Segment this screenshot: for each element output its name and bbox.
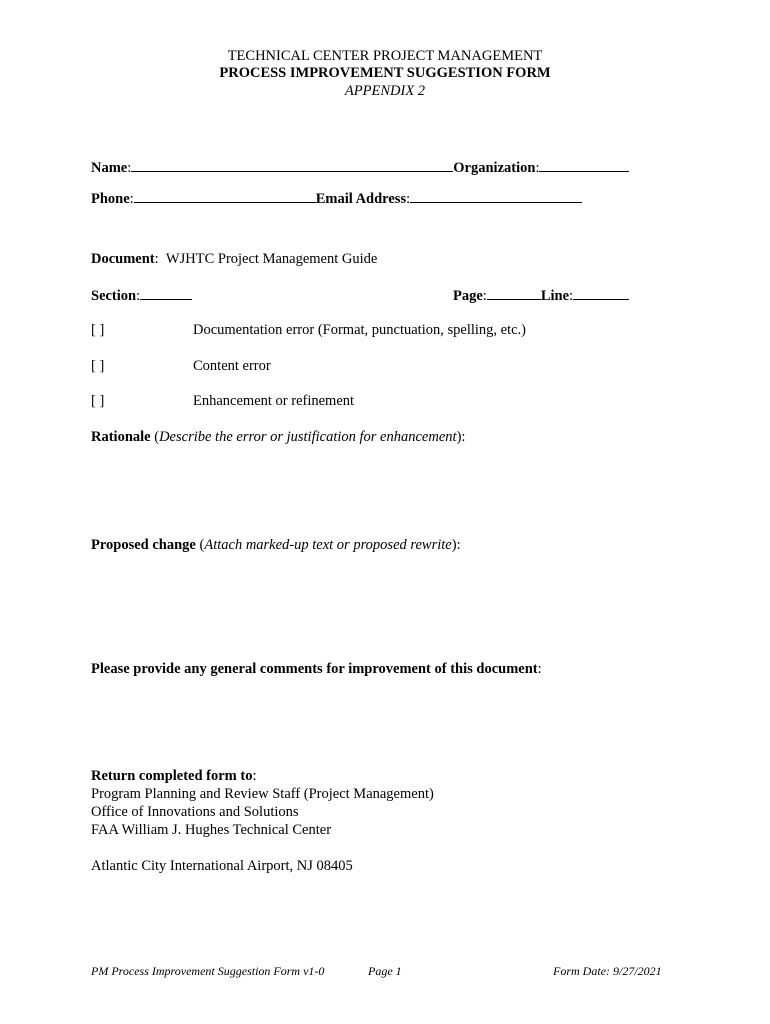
organization-label: Organization bbox=[453, 160, 536, 176]
footer-form-date: Form Date: 9/27/2021 bbox=[553, 964, 662, 978]
document-row: Document: WJHTC Project Management Guide bbox=[91, 251, 378, 267]
organization-field[interactable] bbox=[539, 158, 629, 172]
comments-heading: Please provide any general comments for improvement of this document: bbox=[91, 661, 542, 677]
comments-label: Please provide any general comments for improvement of this document bbox=[91, 661, 538, 677]
page-field[interactable] bbox=[487, 286, 541, 300]
proposed-change-heading: Proposed change (Attach marked-up text or proposed rewrite): bbox=[91, 537, 461, 553]
form-title: PROCESS IMPROVEMENT SUGGESTION FORM bbox=[219, 65, 551, 81]
rationale-heading: Rationale (Describe the error or justification for enhancement): bbox=[91, 429, 466, 445]
checkbox-content-error[interactable]: [ ] bbox=[91, 358, 105, 374]
proposed-change-hint: Attach marked-up text or proposed rewrite bbox=[204, 537, 452, 553]
name-row: Name: Organization: bbox=[91, 158, 629, 177]
page-label: Page bbox=[453, 288, 483, 304]
proposed-change-label: Proposed change bbox=[91, 537, 196, 553]
checkbox-label-documentation-error: Documentation error (Format, punctuation, spelling, etc.) bbox=[193, 322, 527, 338]
footer-page-number: Page 1 bbox=[368, 964, 402, 978]
section-row: Section: bbox=[91, 286, 192, 305]
rationale-hint: Describe the error or justification for enhancement bbox=[159, 429, 457, 445]
name-field[interactable] bbox=[131, 158, 453, 172]
checkbox-label-content-error: Content error bbox=[193, 358, 271, 374]
document-value: WJHTC Project Management Guide bbox=[165, 251, 378, 267]
document-label: Document bbox=[91, 251, 155, 267]
checkbox-label-enhancement: Enhancement or refinement bbox=[193, 393, 355, 409]
checkbox-enhancement[interactable]: [ ] bbox=[91, 393, 105, 409]
header-title: TECHNICAL CENTER PROJECT MANAGEMENT bbox=[227, 48, 543, 64]
return-address-line: FAA William J. Hughes Technical Center bbox=[91, 822, 332, 838]
section-label: Section bbox=[91, 288, 137, 304]
email-field[interactable] bbox=[410, 189, 582, 203]
phone-row: Phone: Email Address: bbox=[91, 189, 582, 208]
return-address-line: Program Planning and Review Staff (Project Management) bbox=[91, 786, 434, 802]
line-label: Line bbox=[540, 288, 570, 304]
appendix-label: APPENDIX 2 bbox=[344, 83, 426, 99]
checkbox-documentation-error[interactable]: [ ] bbox=[91, 322, 105, 338]
phone-field[interactable] bbox=[134, 189, 316, 203]
return-address-line: Office of Innovations and Solutions bbox=[91, 804, 299, 820]
name-label: Name bbox=[91, 160, 128, 176]
return-address-city: Atlantic City International Airport, NJ 08405 bbox=[91, 858, 353, 874]
line-field[interactable] bbox=[573, 286, 629, 300]
page-line-row: Page: Line: bbox=[453, 286, 629, 305]
section-field[interactable] bbox=[140, 286, 192, 300]
return-label: Return completed form to bbox=[91, 768, 253, 784]
phone-label: Phone bbox=[91, 191, 130, 207]
return-heading: Return completed form to: bbox=[91, 768, 257, 784]
email-label: Email Address bbox=[315, 191, 407, 207]
rationale-label: Rationale bbox=[91, 429, 151, 445]
footer-form-name: PM Process Improvement Suggestion Form v1-0 bbox=[91, 964, 325, 978]
